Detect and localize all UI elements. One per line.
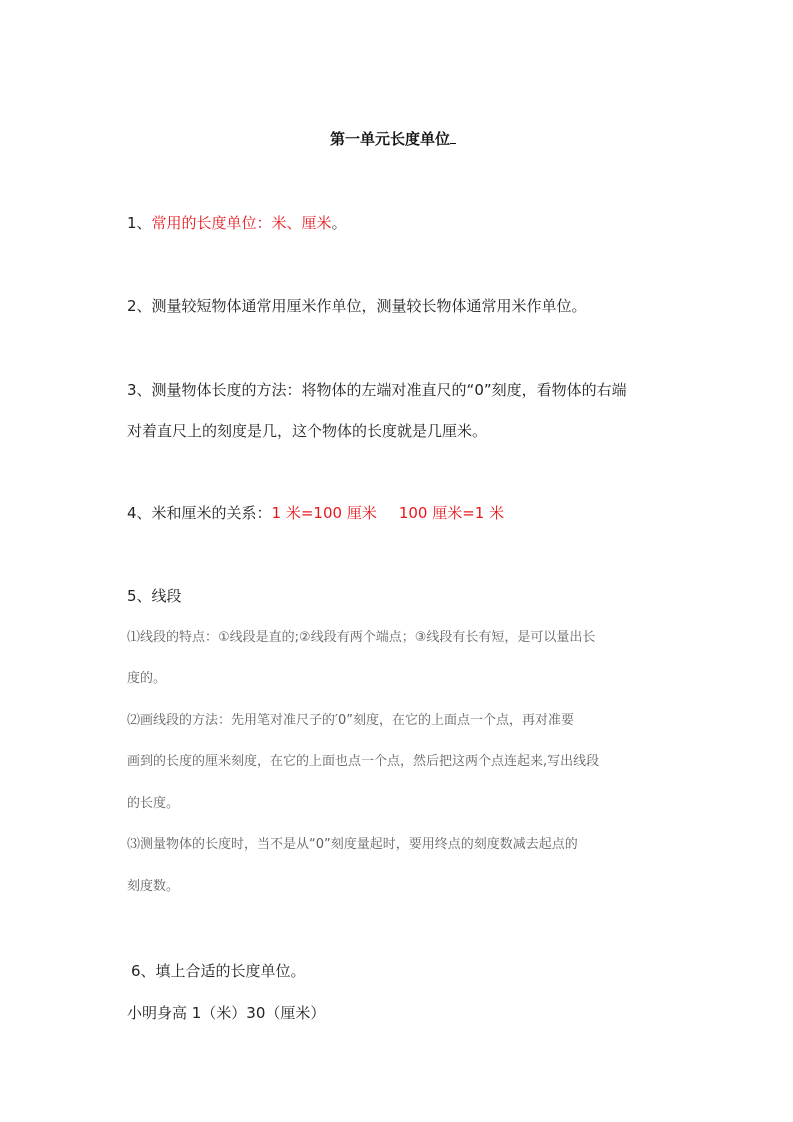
item-4-relation-2: 100 厘米=1 米 xyxy=(398,504,505,522)
item-4-relation-1: 1 米=100 厘米 xyxy=(271,504,377,522)
item-5-point-1-line-1: ⑴线段的特点：①线段是直的;②线段有两个端点；③线段有长有短，是可以量出长 xyxy=(127,630,596,645)
item-4-prefix: 4、米和厘米的关系： xyxy=(127,504,272,522)
document-title xyxy=(330,129,456,149)
item-1 xyxy=(127,213,347,233)
item-1-number: 1、 xyxy=(127,214,152,232)
item-5-point-3-line-1: ⑶测量物体的长度时，当不是从“0”刻度量起时，要用终点的刻度数减去起点的 xyxy=(127,837,578,852)
item-5-point-2-line-3: 的长度。 xyxy=(127,796,180,811)
item-6-example: 小明身高 1（米）30（厘米） xyxy=(127,1004,326,1022)
item-6-heading: 6、填上合适的长度单位。 xyxy=(131,962,306,980)
item-5-point-2-line-1: ⑵画线段的方法：先用笔对准尺子的′0”刻度，在它的上面点一个点，再对准要 xyxy=(127,713,574,728)
item-1-text: 常用的长度单位：米、厘米 xyxy=(151,214,332,232)
document-title-text: 第一单元长度单位 xyxy=(330,130,451,148)
item-3-line-1: 3、测量物体长度的方法：将物体的左端对准直尺的“0”刻度，看物体的右端 xyxy=(127,381,627,399)
title-underline xyxy=(450,129,456,144)
item-5-point-1-line-2: 度的。 xyxy=(127,671,167,686)
item-5-point-3-line-2: 刻度数。 xyxy=(127,879,180,894)
item-4 xyxy=(127,503,504,523)
item-3-line-2: 对着直尺上的刻度是几，这个物体的长度就是几厘米。 xyxy=(127,422,488,440)
item-5-point-2-line-2: 画到的长度的厘米刻度，在它的上面也点一个点，然后把这两个点连起来,写出线段 xyxy=(127,754,600,769)
item-1-end: 。 xyxy=(331,214,347,232)
item-5-heading: 5、线段 xyxy=(127,587,182,605)
item-2: 2、测量较短物体通常用厘米作单位，测量较长物体通常用米作单位。 xyxy=(127,297,587,315)
